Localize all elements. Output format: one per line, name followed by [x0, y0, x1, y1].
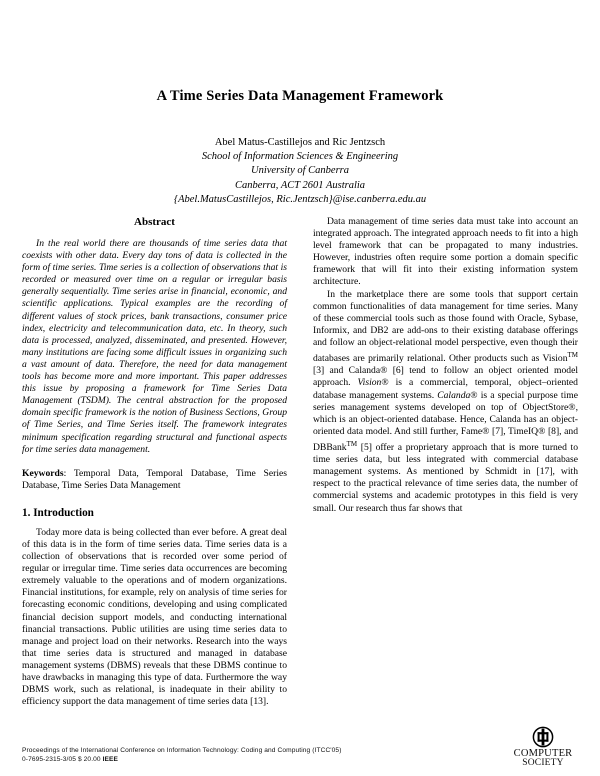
ieee-cs-emblem-icon: [532, 726, 554, 748]
page-title: A Time Series Data Management Framework: [156, 88, 444, 104]
author-email: {Abel.MatusCastillejos, Ric.Jentzsch}@ise.canberra.edu.au: [173, 193, 427, 205]
para3-segment-5: [5] offer a proprietary approach that is more turned to time series data, but less integrated with commercial database management systems. As mentioned by Schmidt in [17], with respect to the practical relevance of time series data, the number of commercial systems and academic prototypes in this field is very small. Our research thus far shows that: [313, 442, 578, 514]
footer-isbn: 0-7695-2315-3/05 $ 20.00: [22, 756, 103, 763]
title-block: [0, 88, 600, 105]
footer-proceedings-line: Proceedings of the International Conference on Information Technology: Coding and Computing (ITCC'05): [22, 747, 342, 754]
para3-segment-3: ® is a commercial, temporal, object–oriented database management systems.: [313, 377, 578, 401]
author-names: Abel Matus-Castillejos and Ric Jentzsch: [214, 137, 386, 148]
keywords-line: [22, 468, 287, 492]
affiliation-school: School of Information Sciences & Engineering: [201, 151, 399, 163]
introduction-heading: 1. Introduction: [22, 506, 94, 519]
keywords-label: Keywords: [22, 467, 64, 479]
para3-segment-4: ® is a special purpose time series management systems developed on top of ObjectStore®, which is an object-oriented database. Hence, Calanda has an object-oriented data model. And still further, Fame® [7], TimeIQ® [8], and DBBank: [313, 389, 578, 454]
introduction-paragraph-1: Today more data is being collected than ever before. A great deal of this data is in the form of time series data. Time series data is a collection of observations that is recorded over some period of regular or irregular time. Time series data occurrences are becoming extremely valuable to the operations and of modern organizations. Financial institutions, for example, rely on analysis of time series for forecasting economic conditions, developing and using complicated financial decision support models, and conducting international financial transactions. Public utilities are using time series data to manage and project load on their networks. Research into the ways that time series data is structured and managed in database management systems (DBMS) reveals that these DBMS continue to have drawbacks in managing this type of data. Furthermore the way DBMS work, such as relational, is inadequate in their ability to efficiency support the data management of time series data [13].: [22, 526, 287, 708]
footer: [22, 746, 342, 764]
product-name-vision: Vision: [357, 377, 382, 389]
keywords-text: Temporal Data, Temporal Database, Time Series Database, Time Series Data Management: [22, 467, 288, 491]
introduction-paragraph-2: Data management of time series data must take into account an integrated approach. The integrated approach needs to fit into a high level framework that can be propagated to many industries. However, industries often require some portion a domain specific framework that will fit into their existing information system architecture.: [313, 216, 578, 288]
affiliation-university: University of Canberra: [251, 165, 349, 177]
logo-word-society: SOCIETY: [522, 757, 564, 768]
logo-word-computer: COMPUTER: [513, 748, 573, 759]
author-block: [0, 136, 600, 207]
abstract-heading: Abstract: [134, 216, 175, 228]
product-name-calanda: Calanda: [437, 389, 471, 401]
ieee-computer-society-logo: [500, 726, 586, 768]
abstract-text: In the real world there are thousands of time series data that coexists with other data. Every day tons of data is collected in the form of time series. Time series is a collection of observations that is recorded or measured over time on a regular or irregular basis generally sequentially. Time series arise in financial, economic, and scientific applications. Typical examples are the recording of different values of stock prices, bank transactions, consumer price index, electricity and telecommunication data, etc. In theory, such data is processed, analyzed, disseminated, and presented. However, many institutions are facing some difficult issues in organizing such a vast amount of data. Therefore, the need for data management tools has become more and more important. This paper addresses this issue by proposing a framework for Time Series Data Management (TSDM). The central abstraction for the proposed domain specific framework is the notion of Business Sections, Group of Time Series, and Time Series itself. The framework integrates minimum specification regarding structural and functional aspects for time series data management.: [22, 238, 287, 455]
column-right: [313, 216, 578, 515]
column-left: [22, 216, 287, 708]
para3-segment-2: [3] and Calanda® [6] tend to follow an object oriented model approach.: [313, 365, 578, 389]
footer-isbn-line: [22, 755, 342, 764]
introduction-paragraph-3: [313, 289, 578, 515]
keywords-separator: :: [63, 467, 74, 479]
trademark-symbol-vision: TM: [567, 351, 578, 360]
body-columns: [22, 216, 578, 722]
footer-ieee-label: IEEE: [102, 756, 119, 763]
affiliation-address: Canberra, ACT 2601 Australia: [234, 179, 366, 191]
trademark-symbol-dbbank: TM: [346, 439, 358, 448]
para3-segment-1: In the marketplace there are some tools that support certain common functionalities of data management for time series. Many of these commercial tools such as those found with Oracle, Sybase, Informix, and DB2 are add-ons to their existing database offerings and follow an object-relational model perspective, even though their databases are primarily relational. Other products such as Vision: [313, 288, 578, 365]
